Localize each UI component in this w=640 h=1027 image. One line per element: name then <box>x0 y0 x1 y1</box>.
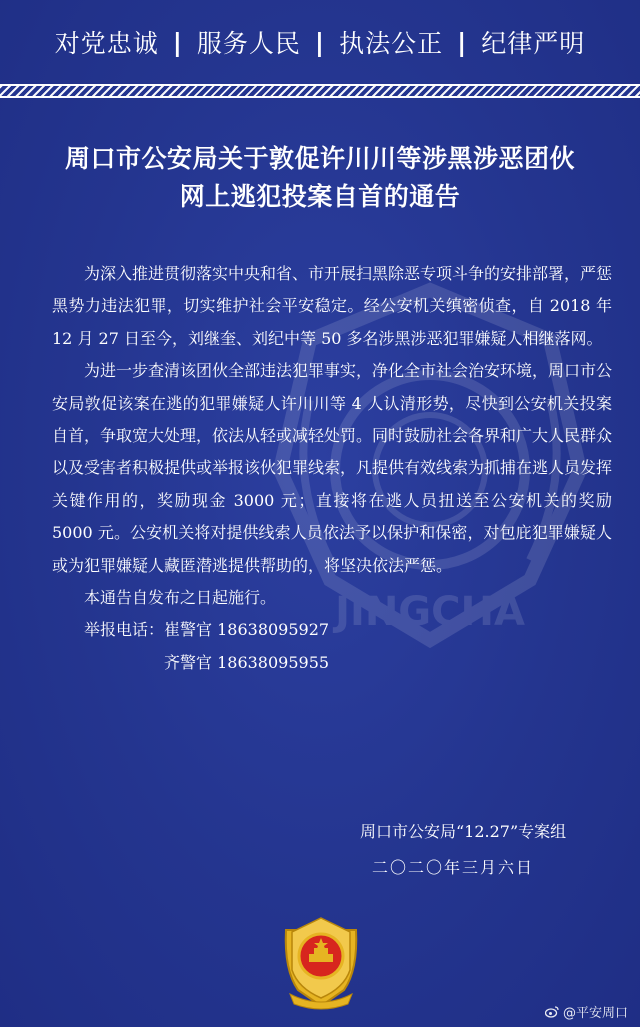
notice-body <box>52 258 612 679</box>
hotline-contact-1: 崔警官 18638095927 <box>164 620 330 640</box>
effective-note: 本通告自发布之日起施行。 <box>84 588 277 608</box>
slogan-separator: | <box>314 27 326 57</box>
body-paragraph-2: 为进一步查清该团伙全部违法犯罪事实，净化全市社会治安环境，周口市公安局敦促该案在逃的犯罪嫌疑人许川川等 4 人认清形势，尽快到公安机关投案自首，争取宽大处理，依法从轻或减轻处罚。同时鼓励社会各界和广大人民群众以及受害者积极提供或举报该伙犯罪线索，凡提供有效线索为抓捕在逃人员发挥关键作用的，奖励现金 3000 元；直接将在逃人员扭送至公安机关的奖励 5000 元。公安机关将对提供线索人员依法予以保护和保密，对包庇犯罪嫌疑人或为犯罪嫌疑人藏匿潜逃提供帮助的，将坚决依法严惩。 <box>52 361 613 575</box>
decorative-stripe-divider <box>0 84 640 98</box>
notice-title <box>0 140 640 216</box>
weibo-icon <box>545 1006 559 1018</box>
hotline-contact-2: 齐警官 18638095955 <box>164 652 330 672</box>
slogan-bar <box>0 0 640 84</box>
credit-text: @平安周口 <box>562 1006 628 1021</box>
signature-date: 二〇二〇年三月六日 <box>372 858 535 877</box>
slogan-loyalty: 对党忠诚 <box>54 29 159 58</box>
signature-org: 周口市公安局“12.27”专案组 <box>360 822 567 841</box>
signature-block <box>360 814 640 886</box>
police-emblem-icon <box>278 910 364 1010</box>
title-line-2: 网上逃犯投案自首的通告 <box>179 182 461 211</box>
slogan-separator: | <box>457 27 468 57</box>
slogan-discipline: 纪律严明 <box>481 29 586 58</box>
body-paragraph-1: 为深入推进贯彻落实中央和省、市开展扫黑除恶专项斗争的安排部署，严惩黑势力违法犯罪，切实维护社会平安稳定。经公安机关缜密侦查，自 2018 年 12 月 27 日至今，刘继奎、刘纪中等 50 多名涉黑涉恶犯罪嫌疑人相继落网。 <box>52 264 613 348</box>
watermark-text: JINGCHA <box>335 589 525 635</box>
title-line-1: 周口市公安局关于敦促许川川等涉黑涉恶团伙 <box>64 144 575 173</box>
slogan-separator: | <box>172 27 183 57</box>
source-credit <box>545 1002 628 1021</box>
hotline-row <box>52 614 612 646</box>
slogan-fair-law: 执法公正 <box>339 29 444 58</box>
slogan-serve-people: 服务人民 <box>196 29 301 58</box>
hotline-label: 举报电话： <box>84 620 165 640</box>
